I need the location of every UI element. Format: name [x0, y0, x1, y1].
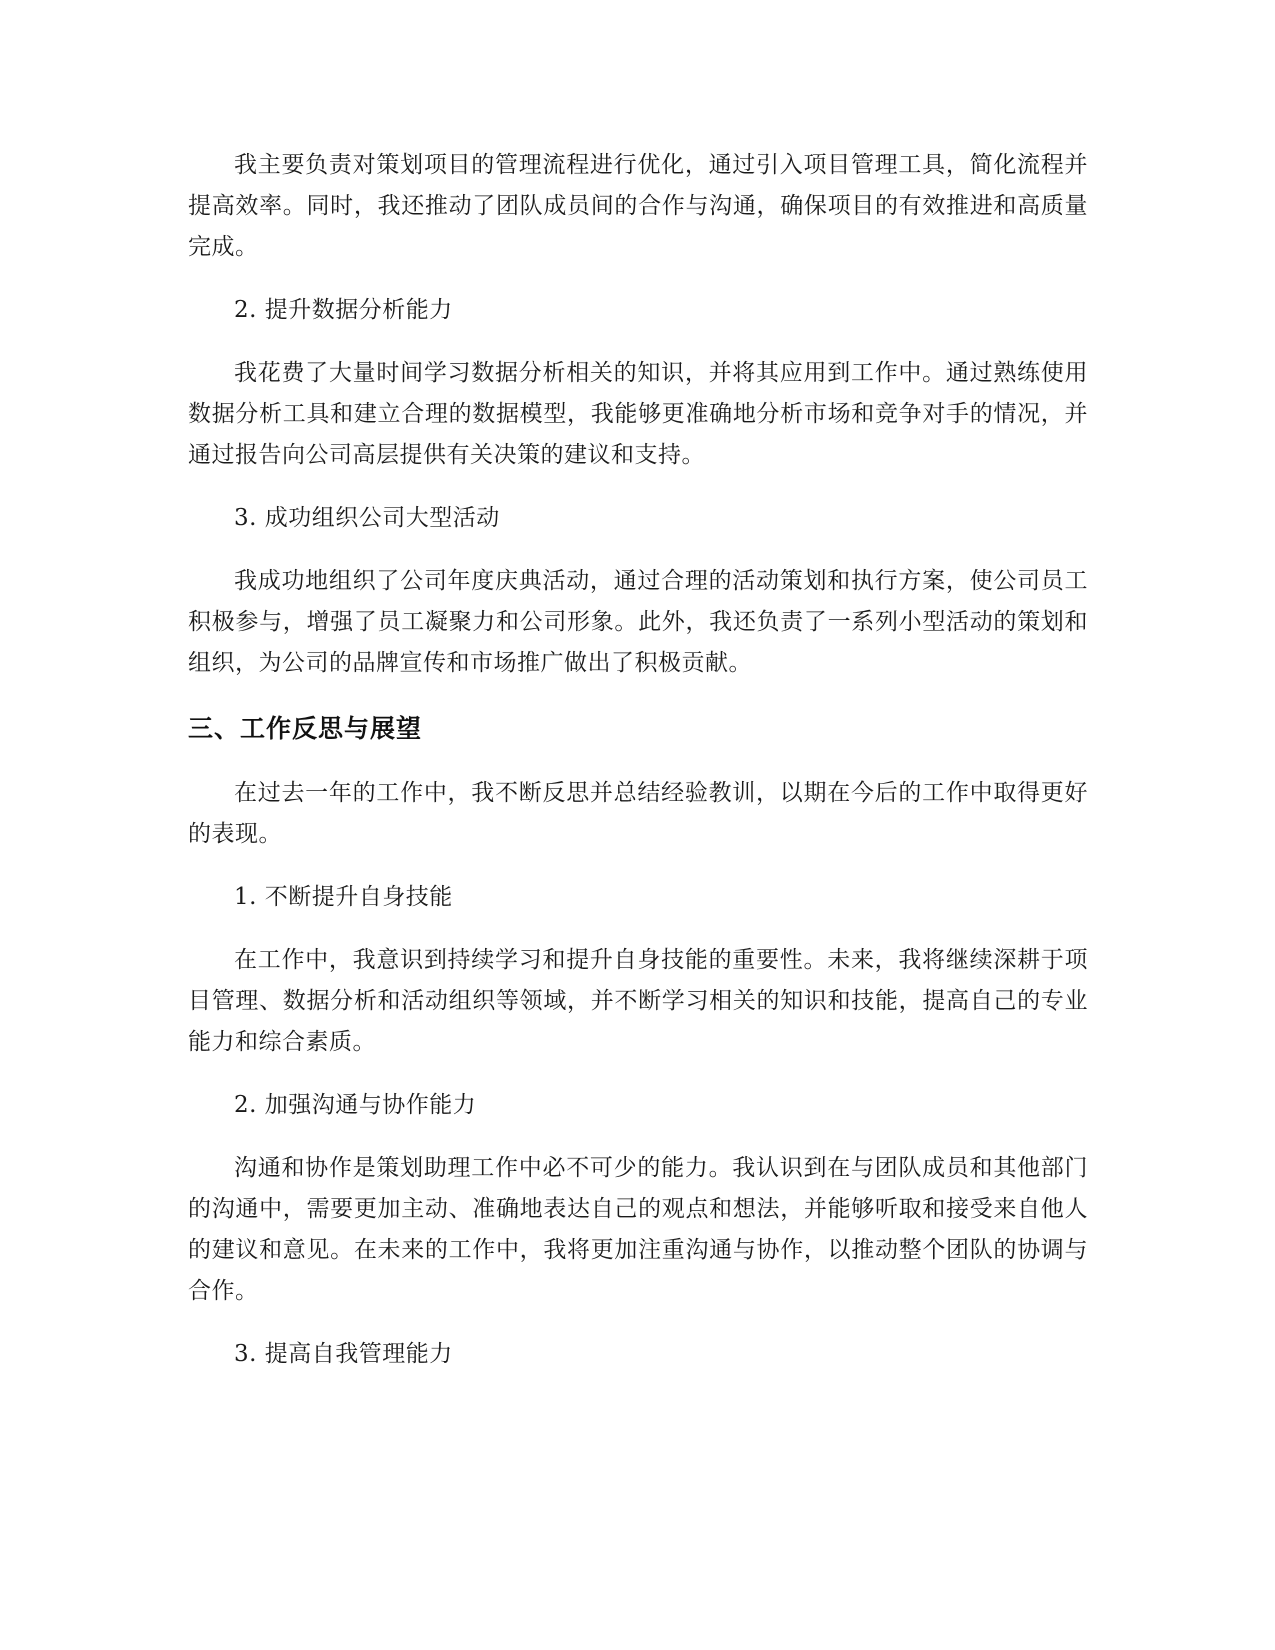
document-body — [188, 145, 1088, 1375]
list-item-skills: 1. 不断提升自身技能 — [234, 884, 453, 910]
paragraph-project-management: 我主要负责对策划项目的管理流程进行优化，通过引入项目管理工具，简化流程并提高效率。同时，我还推动了团队成员间的合作与沟通，确保项目的有效推进和高质量完成。 — [188, 152, 1088, 260]
paragraph-communication: 沟通和协作是策划助理工作中必不可少的能力。我认识到在与团队成员和其他部门的沟通中，需要更加主动、准确地表达自己的观点和想法，并能够听取和接受来自他人的建议和意见。在未来的工作中，我将更加注重沟通与协作，以推动整个团队的协调与合作。 — [188, 1155, 1088, 1304]
paragraph-skills: 在工作中，我意识到持续学习和提升自身技能的重要性。未来，我将继续深耕于项目管理、数据分析和活动组织等领域，并不断学习相关的知识和技能，提高自己的专业能力和综合素质。 — [188, 947, 1088, 1055]
paragraph-events: 我成功地组织了公司年度庆典活动，通过合理的活动策划和执行方案，使公司员工积极参与，增强了员工凝聚力和公司形象。此外，我还负责了一系列小型活动的策划和组织，为公司的品牌宣传和市场推广做出了积极贡献。 — [188, 568, 1088, 676]
list-item-events: 3. 成功组织公司大型活动 — [234, 505, 500, 531]
paragraph-data-analysis: 我花费了大量时间学习数据分析相关的知识，并将其应用到工作中。通过熟练使用数据分析工具和建立合理的数据模型，我能够更准确地分析市场和竞争对手的情况，并通过报告向公司高层提供有关决策的建议和支持。 — [188, 360, 1088, 468]
list-item-communication: 2. 加强沟通与协作能力 — [234, 1092, 477, 1118]
list-item-data-analysis: 2. 提升数据分析能力 — [234, 297, 453, 323]
list-item-self-management: 3. 提高自我管理能力 — [234, 1341, 453, 1367]
paragraph-reflection-intro: 在过去一年的工作中，我不断反思并总结经验教训，以期在今后的工作中取得更好的表现。 — [188, 780, 1088, 847]
section-heading-reflection: 三、工作反思与展望 — [188, 714, 423, 743]
